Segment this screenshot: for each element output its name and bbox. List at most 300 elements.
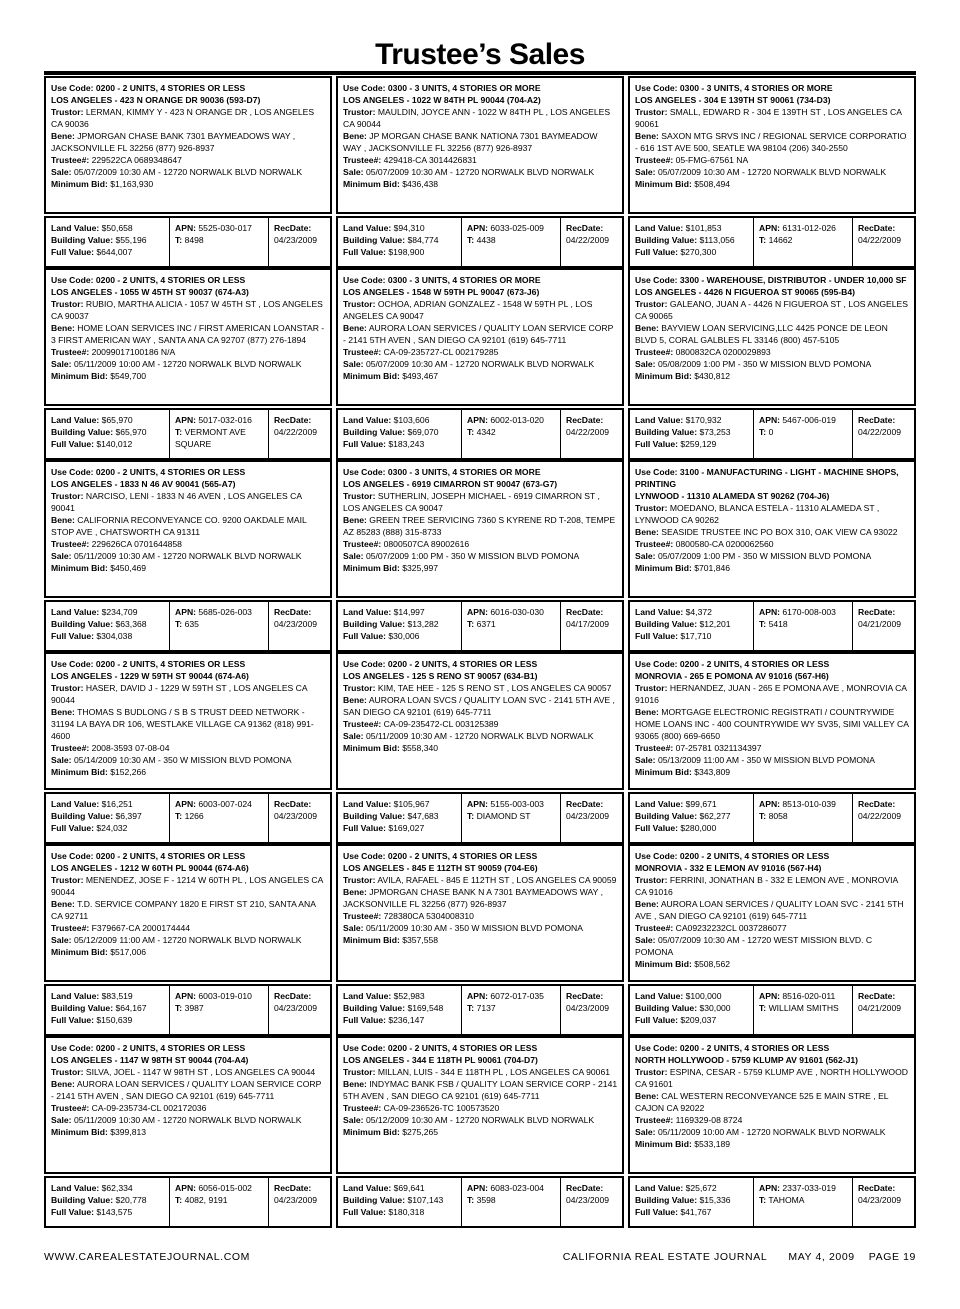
sale-info [343, 922, 618, 934]
trustee-number [343, 538, 618, 550]
value-cell [46, 794, 170, 842]
minimum-bid [343, 178, 618, 190]
trustor-label: Trustor: [51, 107, 84, 117]
listing-item [628, 652, 916, 844]
trustor [51, 490, 326, 514]
full-value-value: $41,767 [680, 1207, 712, 1217]
apn-label: APN: [467, 799, 489, 809]
sale-info-label: Sale: [635, 167, 656, 177]
trustor-label: Trustor: [343, 683, 376, 693]
full-value-label: Full Value: [51, 631, 94, 641]
beneficiary-value: AURORA LOAN SERVICES / QUALITY LOAN SERVICE CORP - 2141 5TH AVEN , SAN DIEGO CA 92101 (619) 645-7711 [343, 323, 614, 345]
trustee-number-label: Trustee#: [635, 155, 674, 165]
apn [175, 606, 264, 618]
beneficiary-value: CALIFORNIA RECONVEYANCE CO. 9200 OAKDALE MAIL STOP AVE , CHATSWORTH CA 91311 [51, 515, 307, 537]
trustor [51, 106, 326, 130]
trustor-value: AVILA, RAFAEL - 845 E 112TH ST , LOS ANGELES CA 90059 [377, 875, 617, 885]
recdate-cell [269, 602, 330, 650]
land-value-value: $105,967 [393, 799, 430, 809]
recdate-label: RecDate: [274, 607, 312, 617]
listing-item [336, 652, 624, 844]
minimum-bid-label: Minimum Bid: [51, 947, 108, 957]
sale-info [51, 550, 326, 562]
recdate-cell [853, 986, 914, 1034]
full-value [343, 630, 457, 642]
property-address: LOS ANGELES - 1212 W 60TH PL 90044 (674-A6) [51, 863, 249, 873]
listing-item [336, 1036, 624, 1228]
trustor-value: ESPINA, CESAR - 5759 KLUMP AVE , NORTH HOLLYWOOD CA 91601 [635, 1067, 909, 1089]
land-value [635, 414, 749, 426]
apn-cell [754, 1178, 853, 1226]
beneficiary [51, 1078, 326, 1102]
trustee-number [51, 538, 326, 550]
land-value-label: Land Value: [635, 607, 684, 617]
apn-value: 6056-015-002 [198, 1183, 252, 1193]
land-value [635, 798, 749, 810]
listing-values [336, 792, 624, 844]
trustor [635, 682, 910, 706]
land-value-label: Land Value: [635, 991, 684, 1001]
building-value-label: Building Value: [51, 427, 114, 437]
sale-info-label: Sale: [343, 167, 364, 177]
sale-info-label: Sale: [343, 551, 364, 561]
tract-value: 4082, 9191 [184, 1195, 228, 1205]
sale-info [51, 358, 326, 370]
beneficiary-label: Bene: [343, 515, 367, 525]
apn-value: 6033-025-009 [490, 223, 544, 233]
apn-value: 2337-033-019 [782, 1183, 836, 1193]
listing-values [44, 216, 332, 268]
trustor [51, 874, 326, 898]
trustee-number [635, 922, 910, 934]
apn-label: APN: [759, 1183, 781, 1193]
apn [467, 798, 556, 810]
apn-label: APN: [175, 991, 197, 1001]
sale-info [635, 358, 910, 370]
recdate-label: RecDate: [858, 991, 896, 1001]
apn [759, 222, 848, 234]
tract [759, 426, 848, 438]
apn [467, 990, 556, 1002]
beneficiary-value: GREEN TREE SERVICING 7360 S KYRENE RD T-208, TEMPE AZ 85283 (888) 315-8733 [343, 515, 616, 537]
apn-value: 5685-026-003 [198, 607, 252, 617]
recdate-label: RecDate: [566, 1183, 604, 1193]
tract-label: T: [467, 1003, 475, 1013]
minimum-bid-value: $152,266 [110, 767, 147, 777]
listing-values [44, 984, 332, 1036]
trustee-number-label: Trustee#: [51, 539, 90, 549]
full-value [51, 246, 165, 258]
trustor-label: Trustor: [343, 299, 376, 309]
trustee-number-label: Trustee#: [51, 923, 90, 933]
listings-grid [44, 76, 916, 1228]
sale-info-value: 05/11/2009 10:30 AM - 12720 NORWALK BLVD NORWALK [73, 551, 302, 561]
land-value [343, 1182, 457, 1194]
recdate-cell [269, 218, 330, 266]
full-value-label: Full Value: [343, 1207, 386, 1217]
minimum-bid-value: $1,163,930 [110, 179, 154, 189]
recdate-label: RecDate: [566, 799, 604, 809]
building-value [343, 234, 457, 246]
listing-item [336, 268, 624, 460]
trustor-label: Trustor: [343, 1067, 376, 1077]
apn-label: APN: [759, 991, 781, 1001]
beneficiary [635, 526, 910, 538]
trustee-number [343, 346, 618, 358]
land-value [51, 606, 165, 618]
land-value-label: Land Value: [51, 1183, 100, 1193]
use-code: Use Code: 0200 - 2 UNITS, 4 STORIES OR LESS [343, 851, 538, 861]
sale-info-value: 05/07/2009 1:00 PM - 350 W MISSION BLVD POMONA [657, 551, 872, 561]
beneficiary-label: Bene: [51, 707, 75, 717]
apn [175, 222, 264, 234]
minimum-bid-label: Minimum Bid: [343, 1127, 400, 1137]
apn-label: APN: [467, 1183, 489, 1193]
trustee-number-value: 229626CA 0701644858 [91, 539, 182, 549]
land-value [51, 990, 165, 1002]
trustor [51, 682, 326, 706]
tract-label: T: [467, 427, 475, 437]
minimum-bid-label: Minimum Bid: [635, 563, 692, 573]
use-code: Use Code: 3300 - WAREHOUSE, DISTRIBUTOR - UNDER 10,000 SF [635, 275, 907, 285]
sale-info-value: 05/11/2009 10:30 AM - 12720 NORWALK BLVD NORWALK [365, 731, 594, 741]
use-code: Use Code: 0200 - 2 UNITS, 4 STORIES OR LESS [635, 659, 830, 669]
recdate-value: 04/22/2009 [566, 427, 610, 437]
apn-label: APN: [759, 223, 781, 233]
value-cell [338, 794, 462, 842]
trustee-number-value: 429418-CA 3014426831 [383, 155, 477, 165]
beneficiary-label: Bene: [635, 323, 659, 333]
recdate-label: RecDate: [274, 799, 312, 809]
minimum-bid-value: $517,006 [110, 947, 147, 957]
sale-info-value: 05/11/2009 10:30 AM - 350 W MISSION BLVD POMONA [365, 923, 583, 933]
trustee-number [51, 742, 326, 754]
recdate-value: 04/23/2009 [566, 1003, 610, 1013]
sale-info [635, 1126, 910, 1138]
trustor-label: Trustor: [635, 683, 668, 693]
use-code: Use Code: 0200 - 2 UNITS, 4 STORIES OR LESS [51, 275, 246, 285]
property-address: LOS ANGELES - 1147 W 98TH ST 90044 (704-A4) [51, 1055, 249, 1065]
trustor-label: Trustor: [51, 683, 84, 693]
recdate-cell [561, 602, 622, 650]
building-value [343, 1002, 457, 1014]
minimum-bid-value: $508,494 [694, 179, 731, 189]
sale-info [343, 730, 618, 742]
recdate-value: 04/22/2009 [858, 811, 902, 821]
tract-value: 3987 [184, 1003, 204, 1013]
apn-value: 6002-013-020 [490, 415, 544, 425]
tract [467, 810, 556, 822]
apn-cell [170, 410, 269, 458]
recdate-value: 04/21/2009 [858, 619, 902, 629]
sale-info-value: 05/11/2009 10:00 AM - 12720 NORWALK BLVD NORWALK [657, 1127, 886, 1137]
listing-item [336, 76, 624, 268]
land-value-value: $234,709 [101, 607, 138, 617]
beneficiary [343, 130, 618, 154]
minimum-bid-label: Minimum Bid: [343, 371, 400, 381]
building-value [51, 1194, 165, 1206]
sale-info-value: 05/11/2009 10:00 AM - 12720 NORWALK BLVD NORWALK [73, 359, 302, 369]
full-value-label: Full Value: [343, 631, 386, 641]
apn-label: APN: [175, 1183, 197, 1193]
land-value [343, 990, 457, 1002]
minimum-bid-value: $430,812 [694, 371, 731, 381]
tract-value: 6371 [476, 619, 496, 629]
value-cell [630, 1178, 754, 1226]
minimum-bid [51, 370, 326, 382]
trustor-label: Trustor: [635, 107, 668, 117]
land-value-label: Land Value: [51, 223, 100, 233]
trustor-value: SUTHERLIN, JOSEPH MICHAEL - 6919 CIMARRON ST , LOS ANGELES CA 90047 [343, 491, 600, 513]
sale-info-label: Sale: [51, 935, 72, 945]
property-address: LOS ANGELES - 6919 CIMARRON ST 90047 (673-G7) [343, 479, 558, 489]
full-value [343, 1014, 457, 1026]
recdate-label: RecDate: [566, 223, 604, 233]
minimum-bid [343, 370, 618, 382]
recdate-value: 04/22/2009 [274, 427, 318, 437]
listing-details [44, 268, 332, 406]
tract [759, 810, 848, 822]
listing-values [628, 1176, 916, 1228]
beneficiary-value: AURORA LOAN SVCS / QUALITY LOAN SVC - 2141 5TH AVE , SAN DIEGO CA 92101 (619) 645-7711 [343, 695, 615, 717]
value-cell [46, 986, 170, 1034]
recdate-cell [561, 1178, 622, 1226]
property-address: NORTH HOLLYWOOD - 5759 KLUMP AV 91601 (562-J1) [635, 1055, 859, 1065]
trustor-value: SMALL, EDWARD R - 304 E 139TH ST , LOS ANGELES CA 90061 [635, 107, 902, 129]
recdate-cell [561, 410, 622, 458]
building-value [343, 426, 457, 438]
apn-value: 6083-023-004 [490, 1183, 544, 1193]
land-value-label: Land Value: [635, 223, 684, 233]
apn-cell [170, 1178, 269, 1226]
land-value-value: $103,606 [393, 415, 430, 425]
beneficiary-label: Bene: [51, 515, 75, 525]
building-value-label: Building Value: [51, 1195, 114, 1205]
property-address: MONROVIA - 265 E POMONA AV 91016 (567-H6) [635, 671, 829, 681]
apn-label: APN: [467, 223, 489, 233]
full-value [635, 630, 749, 642]
beneficiary-value: SEASIDE TRUSTEE INC PO BOX 310, OAK VIEW CA 93022 [661, 527, 898, 537]
land-value-label: Land Value: [635, 1183, 684, 1193]
land-value-label: Land Value: [635, 799, 684, 809]
minimum-bid [343, 934, 618, 946]
land-value-value: $62,334 [101, 1183, 133, 1193]
building-value-value: $63,368 [115, 619, 147, 629]
land-value-label: Land Value: [343, 799, 392, 809]
apn-value: 5155-003-003 [490, 799, 544, 809]
trustor-value: NARCISO, LENI - 1833 N 46 AVEN , LOS ANGELES CA 90041 [51, 491, 302, 513]
sale-info-label: Sale: [51, 1115, 72, 1125]
recdate-cell [269, 794, 330, 842]
sale-info [635, 754, 910, 766]
recdate-cell [853, 410, 914, 458]
building-value-value: $13,282 [407, 619, 439, 629]
trustor-label: Trustor: [635, 299, 668, 309]
apn-value: 6131-012-026 [782, 223, 836, 233]
listing-item [628, 1036, 916, 1228]
full-value-value: $140,012 [96, 439, 133, 449]
title-rule [44, 71, 916, 75]
full-value [635, 438, 749, 450]
value-cell [46, 602, 170, 650]
full-value-value: $259,129 [680, 439, 717, 449]
sale-info-label: Sale: [635, 1127, 656, 1137]
full-value-value: $24,032 [96, 823, 128, 833]
full-value-value: $280,000 [680, 823, 717, 833]
trustee-number [635, 538, 910, 550]
land-value-label: Land Value: [51, 799, 100, 809]
footer-publication-info [563, 1251, 916, 1263]
trustee-number-label: Trustee#: [343, 1103, 382, 1113]
trustee-number-label: Trustee#: [635, 923, 674, 933]
tract-label: T: [175, 1003, 183, 1013]
beneficiary-value: HOME LOAN SERVICES INC / FIRST AMERICAN LOANSTAR - 3 FIRST AMERICAN WAY , SANTA ANA CA 92707 (877) 276-1894 [51, 323, 325, 345]
tract-value: WILLIAM SMITHS [768, 1003, 839, 1013]
apn-label: APN: [467, 991, 489, 1001]
recdate-label: RecDate: [274, 1183, 312, 1193]
apn-value: 5467-006-019 [782, 415, 836, 425]
footer-page: PAGE 19 [868, 1251, 916, 1263]
beneficiary-label: Bene: [51, 1079, 75, 1089]
minimum-bid-value: $343,809 [694, 767, 731, 777]
tract [759, 1194, 848, 1206]
value-cell [46, 218, 170, 266]
minimum-bid [343, 562, 618, 574]
trustee-number [51, 154, 326, 166]
tract [467, 426, 556, 438]
tract-value: 7137 [476, 1003, 496, 1013]
building-value-value: $62,277 [699, 811, 731, 821]
trustor-label: Trustor: [51, 1067, 84, 1077]
listing-values [336, 1176, 624, 1228]
apn-label: APN: [759, 415, 781, 425]
listing-details [628, 1036, 916, 1174]
minimum-bid-value: $533,189 [694, 1139, 731, 1149]
property-address: MONROVIA - 332 E LEMON AV 91016 (567-H4) [635, 863, 822, 873]
minimum-bid-label: Minimum Bid: [343, 743, 400, 753]
use-code: Use Code: 0300 - 3 UNITS, 4 STORIES OR MORE [343, 83, 541, 93]
beneficiary [51, 898, 326, 922]
listing-item [44, 844, 332, 1036]
sale-info [343, 166, 618, 178]
tract-value: 0 [768, 427, 774, 437]
building-value-value: $6,397 [115, 811, 142, 821]
minimum-bid-value: $549,700 [110, 371, 147, 381]
full-value-value: $180,318 [388, 1207, 425, 1217]
sale-info-label: Sale: [635, 935, 656, 945]
listing-item [336, 844, 624, 1036]
beneficiary-label: Bene: [343, 131, 367, 141]
recdate-cell [269, 1178, 330, 1226]
beneficiary-label: Bene: [635, 527, 659, 537]
trustor-value: HASER, DAVID J - 1229 W 59TH ST , LOS ANGELES CA 90044 [51, 683, 308, 705]
trustee-number-label: Trustee#: [343, 155, 382, 165]
listing-details [44, 76, 332, 214]
full-value-label: Full Value: [635, 823, 678, 833]
listing-details [336, 844, 624, 982]
beneficiary-label: Bene: [343, 887, 367, 897]
apn-value: 5017-032-016 [198, 415, 252, 425]
apn-value: 6003-007-024 [198, 799, 252, 809]
full-value-value: $270,300 [680, 247, 717, 257]
full-value [51, 1014, 165, 1026]
trustor [635, 1066, 910, 1090]
building-value-label: Building Value: [635, 1003, 698, 1013]
land-value [635, 222, 749, 234]
trustor-value: GALEANO, JUAN A - 4426 N FIGUEROA ST , LOS ANGELES CA 90065 [635, 299, 909, 321]
trustee-number-value: 0800507CA 89002616 [383, 539, 470, 549]
apn-cell [462, 1178, 561, 1226]
tract [175, 1194, 264, 1206]
listing-values [44, 600, 332, 652]
beneficiary-value: JPMORGAN CHASE BANK N A 7301 BAYMEADOWS WAY , JACKSONVILLE FL 32256 (877) 926-8937 [343, 887, 603, 909]
use-code: Use Code: 0300 - 3 UNITS, 4 STORIES OR MORE [635, 83, 833, 93]
trustor-value: HERNANDEZ, JUAN - 265 E POMONA AVE , MONROVIA CA 91016 [635, 683, 907, 705]
apn [175, 1182, 264, 1194]
apn [759, 1182, 848, 1194]
recdate-label: RecDate: [274, 991, 312, 1001]
listing-item [336, 460, 624, 652]
trustee-number [51, 346, 326, 358]
land-value [343, 606, 457, 618]
sale-info-value: 05/07/2009 10:30 AM - 12720 NORWALK BLVD NORWALK [73, 167, 303, 177]
recdate-cell [853, 218, 914, 266]
minimum-bid-label: Minimum Bid: [51, 1127, 108, 1137]
apn [467, 1182, 556, 1194]
listing-values [628, 216, 916, 268]
sale-info-label: Sale: [343, 359, 364, 369]
minimum-bid [51, 766, 326, 778]
sale-info [51, 934, 326, 946]
building-value-value: $69,070 [407, 427, 439, 437]
building-value [635, 618, 749, 630]
trustor-value: KIM, TAE HEE - 125 S RENO ST , LOS ANGELES CA 90057 [377, 683, 612, 693]
sale-info-label: Sale: [635, 551, 656, 561]
building-value-value: $84,774 [407, 235, 439, 245]
apn-label: APN: [175, 799, 197, 809]
building-value [343, 1194, 457, 1206]
use-code: Use Code: 0300 - 3 UNITS, 4 STORIES OR MORE [343, 467, 541, 477]
building-value-label: Building Value: [635, 619, 698, 629]
trustor-label: Trustor: [635, 1067, 668, 1077]
sale-info-label: Sale: [51, 167, 72, 177]
recdate-value: 04/23/2009 [274, 1003, 318, 1013]
trustee-number-value: 728380CA 5304008310 [383, 911, 474, 921]
tract [467, 1194, 556, 1206]
listings-column [44, 76, 332, 1228]
recdate-value: 04/22/2009 [858, 235, 902, 245]
footer-website: WWW.CAREALESTATEJOURNAL.COM [44, 1251, 250, 1263]
building-value-value: $64,167 [115, 1003, 147, 1013]
trustee-number-label: Trustee#: [343, 539, 382, 549]
tract-label: T: [759, 619, 767, 629]
sale-info-label: Sale: [343, 731, 364, 741]
beneficiary-value: CAL WESTERN RECONVEYANCE 525 E MAIN STRE , EL CAJON CA 92022 [635, 1091, 889, 1113]
minimum-bid [51, 1126, 326, 1138]
full-value-label: Full Value: [635, 1015, 678, 1025]
footer-publication: CALIFORNIA REAL ESTATE JOURNAL [562, 1251, 768, 1263]
recdate-cell [561, 218, 622, 266]
listing-values [628, 408, 916, 460]
beneficiary-value: INDYMAC BANK FSB / QUALITY LOAN SERVICE CORP - 2141 5TH AVEN , SAN DIEGO CA 92101 (619) 645-7711 [343, 1079, 618, 1101]
trustor-label: Trustor: [343, 107, 376, 117]
listing-values [336, 408, 624, 460]
tract-value: 5418 [768, 619, 788, 629]
trustor-value: MENENDEZ, JOSE F - 1214 W 60TH PL , LOS ANGELES CA 90044 [51, 875, 323, 897]
recdate-value: 04/17/2009 [566, 619, 610, 629]
tract-value: DIAMOND ST [476, 811, 531, 821]
use-code: Use Code: 0200 - 2 UNITS, 4 STORIES OR LESS [51, 659, 246, 669]
